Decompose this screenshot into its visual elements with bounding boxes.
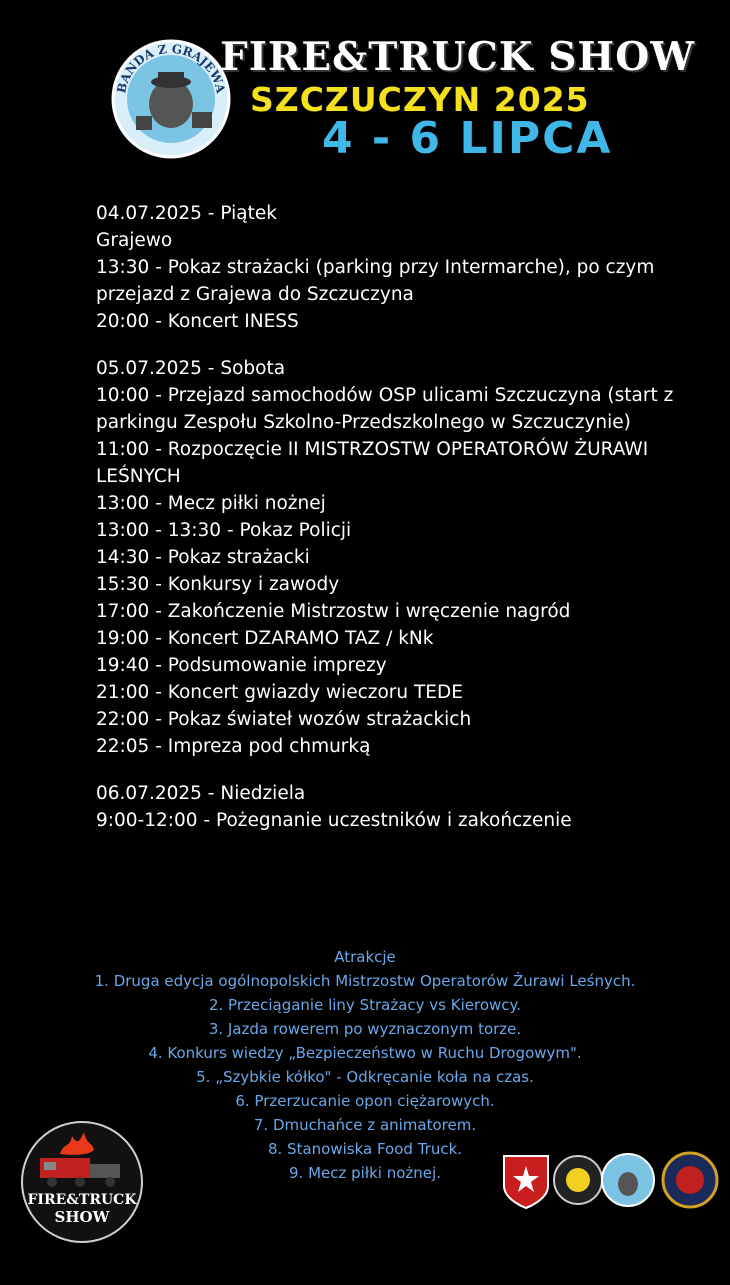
fire-truck-show-logo xyxy=(20,1120,144,1244)
saturday-event: 11:00 - Rozpoczęcie II MISTRZOSTW OPERATORÓW ŻURAWI LEŚNYCH xyxy=(96,439,655,487)
saturday-event: 22:00 - Pokaz świateł wozów strażackich xyxy=(96,709,472,730)
saturday-event: 19:40 - Podsumowanie imprezy xyxy=(96,655,387,676)
fire-service-emblem-icon xyxy=(663,1153,717,1207)
partner-badges xyxy=(500,1150,722,1210)
fts-logo-line1: FIRE&TRUCK xyxy=(27,1192,137,1208)
title-fire-truck-show: FIRE&TRUCK SHOW xyxy=(220,34,696,80)
saturday-event: 17:00 - Zakończenie Mistrzostw i wręczenie nagród xyxy=(96,601,571,622)
attraction-item: 4. Konkurs wiedzy „Bezpieczeństwo w Ruchu Drogowym". xyxy=(148,1044,582,1062)
attraction-item: 8. Stanowiska Food Truck. xyxy=(267,1140,463,1158)
attraction-item: 1. Druga edycja ogólnopolskich Mistrzostw Operatorów Żurawi Leśnych. xyxy=(94,972,636,990)
friday-location: Grajewo xyxy=(96,230,173,251)
attraction-item: 3. Jazda rowerem po wyznaczonym torze. xyxy=(208,1020,522,1038)
banda-z-grajewa-logo xyxy=(110,38,232,160)
saturday-event: 10:00 - Przejazd samochodów OSP ulicami Szczuczyna (start z parkingu Zespołu Szkolno-Przedszkolnego w Szczuczynie) xyxy=(96,385,680,433)
attraction-item: 6. Przerzucanie opon ciężarowych. xyxy=(235,1092,495,1110)
attraction-item: 5. „Szybkie kółko" - Odkręcanie koła na czas. xyxy=(196,1068,534,1086)
friday-event: 13:30 - Pokaz strażacki (parking przy Intermarche), po czym przejazd z Grajewa do Szczuczyna xyxy=(96,257,661,305)
day-saturday xyxy=(96,355,696,760)
saturday-event: 13:00 - 13:30 - Pokaz Policji xyxy=(96,520,352,541)
attractions-list xyxy=(80,945,650,1185)
sunday-date: 06.07.2025 - Niedziela xyxy=(96,783,306,804)
logo-text: BANDA Z GRAJEWA xyxy=(114,41,228,95)
coat-of-arms-icon xyxy=(504,1156,548,1208)
sunday-event: 9:00-12:00 - Pożegnanie uczestników i zakończenie xyxy=(96,810,572,831)
saturday-event: 14:30 - Pokaz strażacki xyxy=(96,547,310,568)
saturday-date: 05.07.2025 - Sobota xyxy=(96,358,286,379)
title-dates: 4 - 6 LIPCA xyxy=(322,113,613,164)
schedule xyxy=(96,200,696,854)
day-friday xyxy=(96,200,696,335)
event-header xyxy=(0,0,730,190)
saturday-event: 13:00 - Mecz piłki nożnej xyxy=(96,493,326,514)
attraction-item: 7. Dmuchańce z animatorem. xyxy=(253,1116,477,1134)
attractions-heading: Atrakcje xyxy=(334,948,396,966)
attraction-item: 2. Przeciąganie liny Strażacy vs Kierowcy. xyxy=(208,996,522,1014)
day-sunday xyxy=(96,780,696,834)
banda-z-grajewa-badge-icon xyxy=(602,1154,654,1206)
saturday-event: 15:30 - Konkursy i zawody xyxy=(96,574,340,595)
friday-date: 04.07.2025 - Piątek xyxy=(96,203,277,224)
sun-emblem-icon xyxy=(554,1156,602,1204)
attraction-item: 9. Mecz piłki nożnej. xyxy=(289,1164,441,1182)
saturday-event: 21:00 - Koncert gwiazdy wieczoru TEDE xyxy=(96,682,463,703)
title-city-year: SZCZUCZYN 2025 xyxy=(250,80,590,119)
saturday-event: 19:00 - Koncert DZARAMO TAZ / kNk xyxy=(96,628,434,649)
friday-event: 20:00 - Koncert INESS xyxy=(96,311,299,332)
fts-logo-line2: SHOW xyxy=(54,1208,110,1226)
saturday-event: 22:05 - Impreza pod chmurką xyxy=(96,736,371,757)
